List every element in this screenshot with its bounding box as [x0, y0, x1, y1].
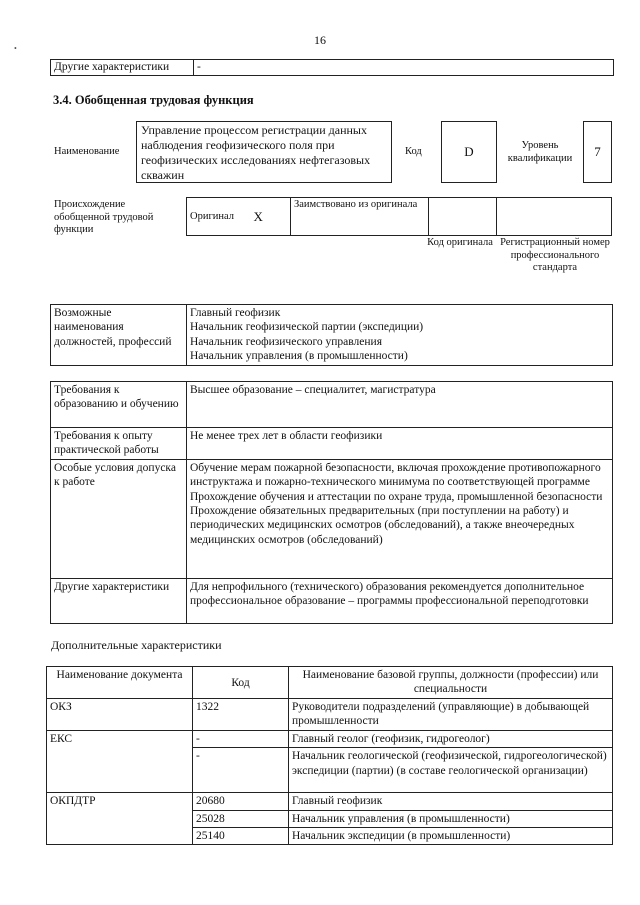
- requirement-label: Другие характеристики: [51, 578, 187, 623]
- requirement-row: [51, 578, 613, 623]
- requirement-line: Не менее трех лет в области геофизики: [190, 430, 383, 442]
- header-code: Код: [193, 667, 289, 699]
- top-characteristics-row: [50, 59, 614, 76]
- code-label: Код: [405, 146, 422, 157]
- scan-dot: •: [14, 44, 17, 53]
- position-item: Начальник управления (в промышленности): [190, 350, 408, 363]
- requirement-label: Особые условия допуска к работе: [51, 459, 187, 578]
- requirement-line: Прохождение обязательных предварительных (при поступлении на работу) и периодических медицинских осмотров (обследований), а также внеочередных медицинских осмотров (обследований): [190, 504, 575, 546]
- function-name: Управление процессом регистрации данных наблюдения геофизического поля при геофизических исследованиях нефтегазовых скважин: [141, 123, 371, 182]
- table-row: 25140 Начальник экспедиции (в промышленности): [47, 827, 613, 844]
- original-label: Оригинал: [187, 198, 251, 236]
- header-group: Наименование базовой группы, должности (профессии) или специальности: [289, 667, 613, 699]
- registration-number-cell: [497, 198, 612, 236]
- requirement-row: [51, 382, 613, 428]
- section-title: 3.4. Обобщенная трудовая функция: [53, 93, 254, 107]
- position-item: Начальник геофизического управления: [190, 335, 382, 348]
- positions-label: Возможные наименования должностей, профессий: [51, 305, 187, 366]
- requirement-line: Прохождение обучения и аттестации по охране труда, промышленной безопасности: [190, 490, 603, 503]
- position-item: Главный геофизик: [190, 307, 281, 319]
- table-row: ЕКС - Главный геолог (геофизик, гидрогеолог): [47, 730, 613, 747]
- reg-caption: Регистрационный номер профессионального стандарта: [500, 237, 610, 274]
- top-row-value: -: [194, 60, 614, 76]
- top-row-label: Другие характеристики: [51, 60, 194, 76]
- requirement-label: Требования к образованию и обучению: [51, 382, 187, 428]
- table-row: 25028 Начальник управления (в промышленности): [47, 810, 613, 827]
- code-caption: Код оригинала: [427, 237, 493, 248]
- requirement-row: [51, 459, 613, 578]
- requirement-line: Обучение мерам пожарной безопасности, включая прохождение противопожарного инструктажа и пожарно-технического минимума по соответствующей программе: [190, 461, 601, 489]
- position-item: Начальник геофизической партии (экспедиции): [190, 321, 424, 334]
- header-document: Наименование документа: [47, 667, 193, 699]
- level-value: 7: [594, 144, 601, 159]
- borrowed-label: Заимствовано из оригинала: [291, 198, 429, 236]
- table-row: - Начальник геологической (геофизической, гидрогеологической) экспедиции (партии) (в составе геологической организации): [47, 748, 613, 793]
- table-row: ОКЗ 1322 Руководители подразделений (управляющие) в добывающей промышленности: [47, 699, 613, 731]
- level-box: [583, 121, 612, 183]
- origin-table: [186, 197, 612, 236]
- original-code-cell: [429, 198, 497, 236]
- positions-table: [50, 304, 613, 366]
- additional-title: Дополнительные характеристики: [51, 638, 222, 652]
- additional-header-row: [47, 667, 613, 699]
- requirement-line: Для непрофильного (технического) образования рекомендуется дополнительное профессиональное образование – программы профессиональной переподготовки: [190, 580, 589, 608]
- function-name-box: [136, 121, 392, 183]
- requirement-row: [51, 428, 613, 460]
- origin-label: Происхождение обобщенной трудовой функции: [54, 199, 154, 236]
- requirements-table: [50, 381, 613, 624]
- additional-table: [46, 666, 613, 845]
- table-row: ОКПДТР 20680 Главный геофизик: [47, 793, 613, 810]
- requirement-line: Высшее образование – специалитет, магистратура: [190, 384, 436, 396]
- name-label: Наименование: [54, 146, 120, 157]
- function-code: D: [464, 144, 474, 159]
- requirement-label: Требования к опыту практической работы: [51, 428, 187, 460]
- page-number: 16: [314, 33, 326, 47]
- function-code-box: [441, 121, 497, 183]
- original-mark: X: [251, 198, 291, 236]
- level-label: Уровень квалификации: [507, 140, 573, 164]
